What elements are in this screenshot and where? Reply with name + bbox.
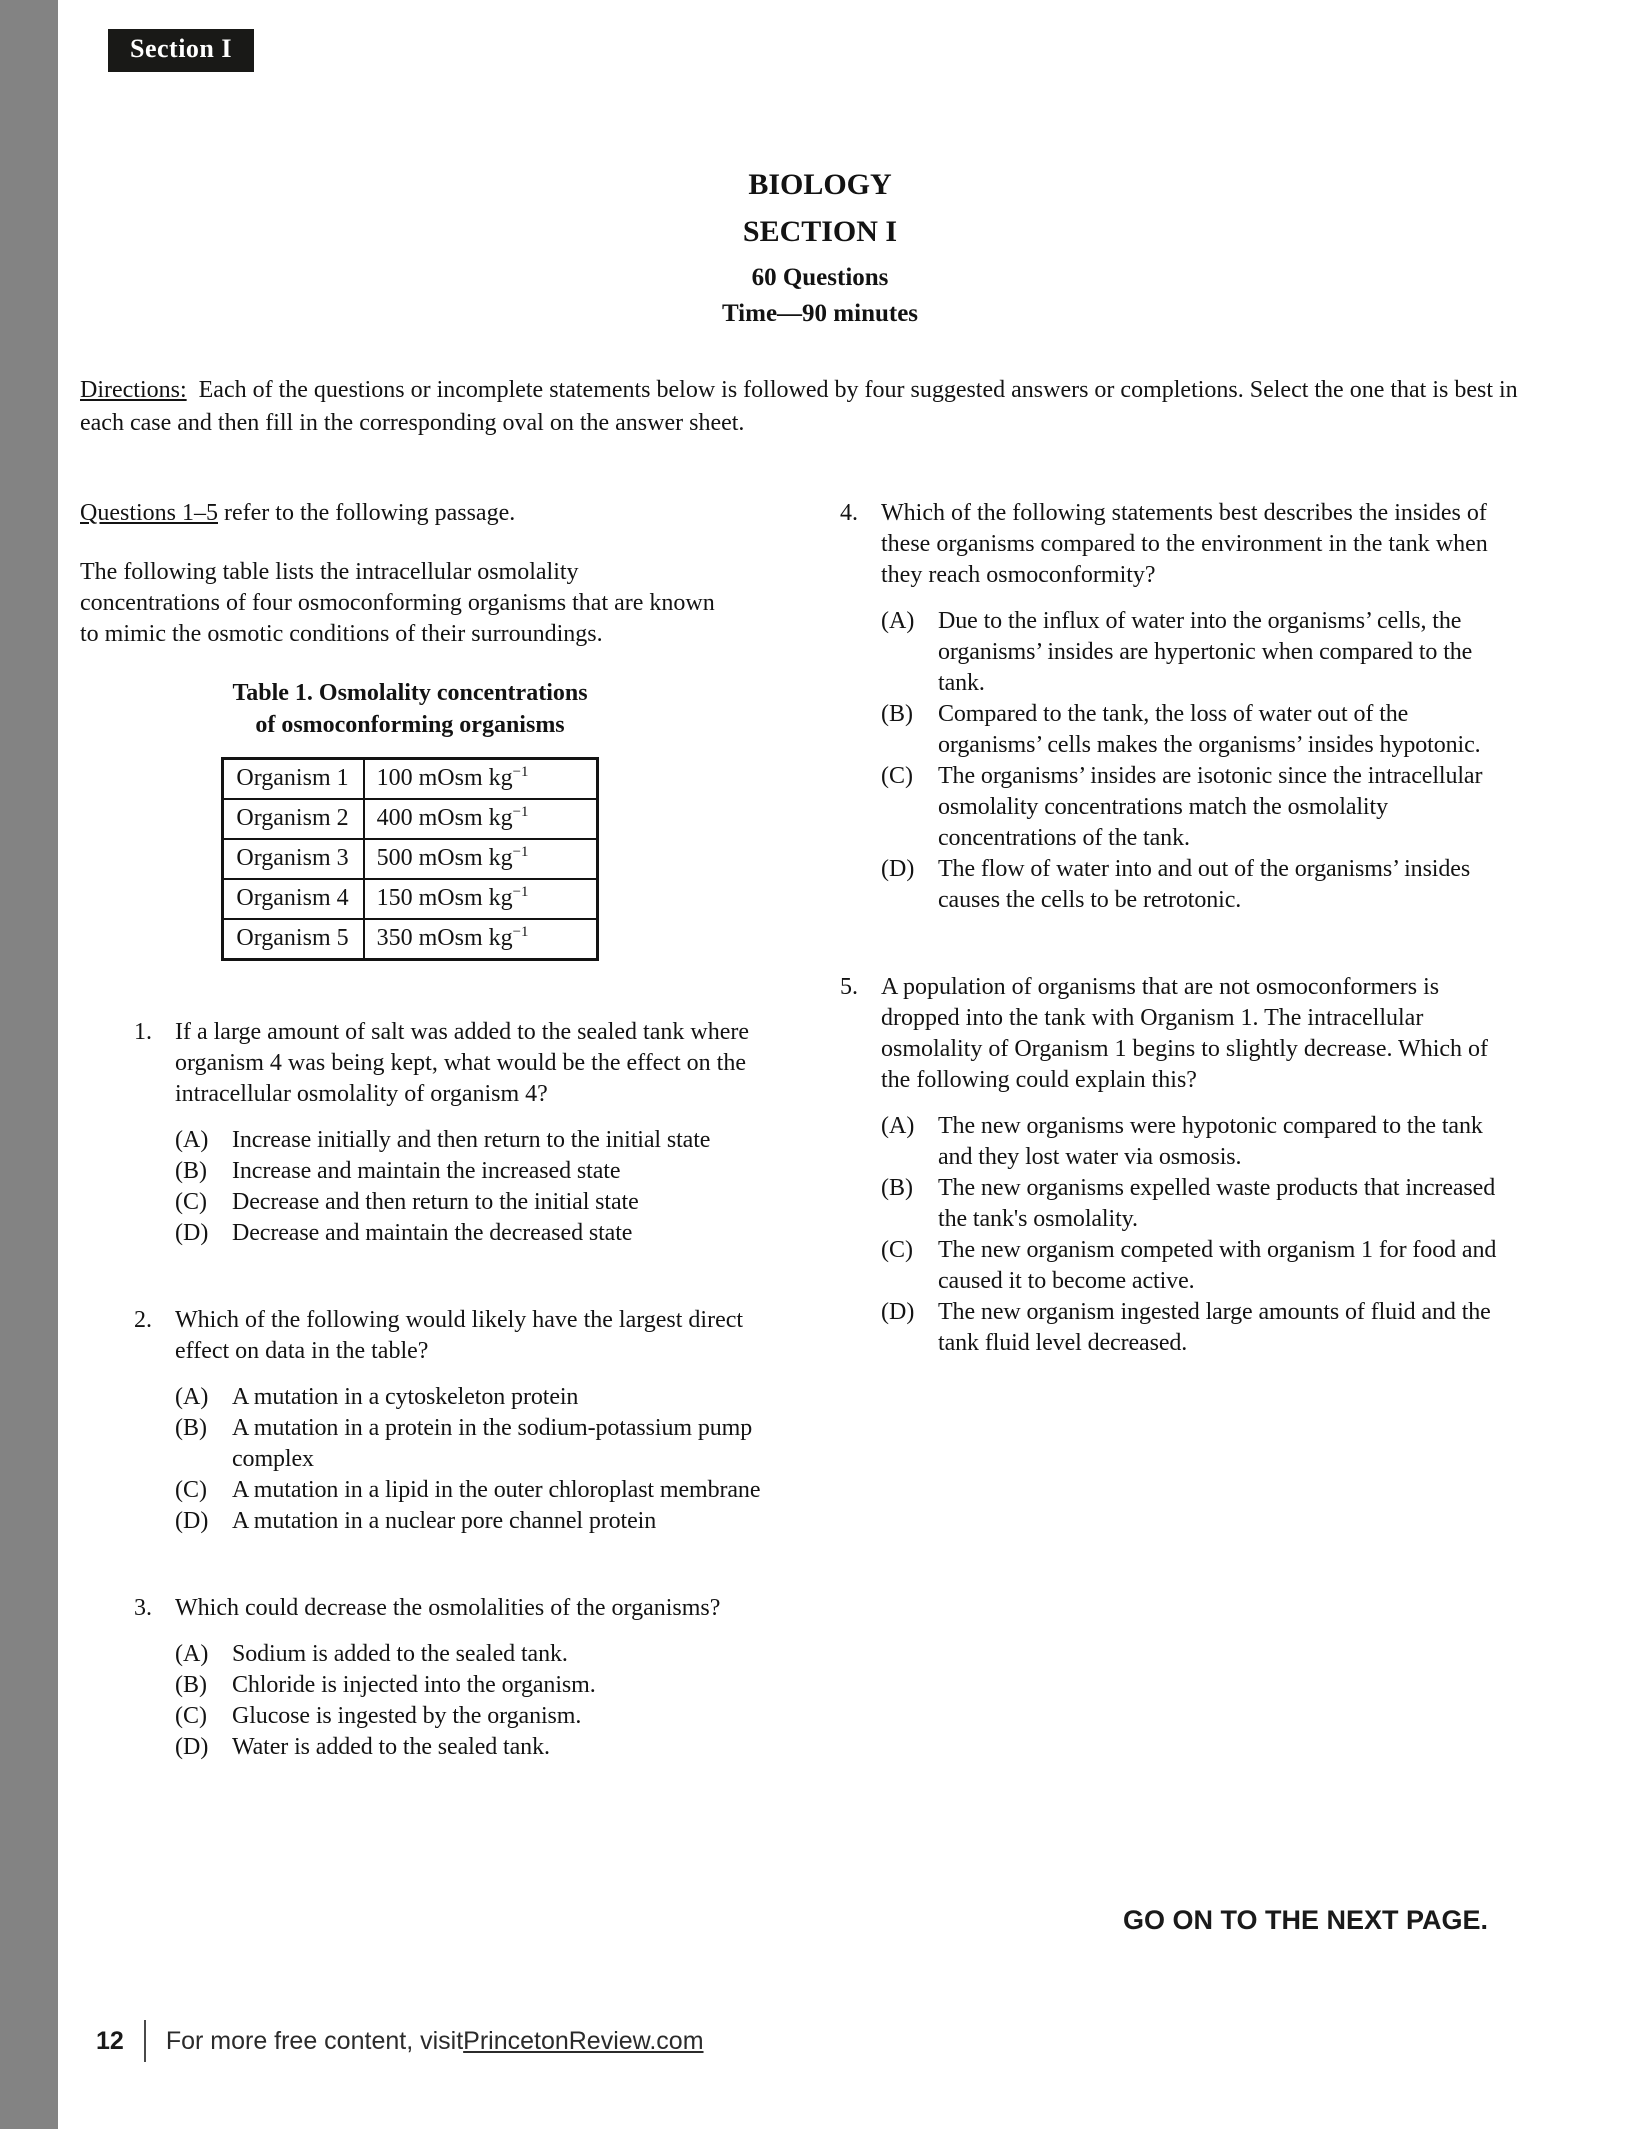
page-number: 12 [96,2026,124,2055]
option-d: (D) The new organism ingested large amounts of fluid and the tank fluid level decreased. [881,1299,1491,1356]
option-c: (C) Glucose is ingested by the organism. [175,1703,582,1729]
answer-options [175,1639,786,1763]
question-number: 5. [840,974,858,1000]
value-cell: 350 mOsm $kg^{-1}$ [364,919,598,960]
left-column [80,498,786,1763]
question-body [175,1305,786,1537]
go-on-next-page-notice: GO ON TO THE NEXT PAGE. [1122,1905,1488,1935]
option-b: (B) The new organisms expelled waste products that increased the tank's osmolality. [881,1175,1496,1232]
passage-reference-line [80,498,786,529]
osmolality-table-block [220,677,600,961]
value-cell: 500 mOsm $kg^{-1}$ [364,839,598,879]
table-caption-line1: Table 1. Osmolality concentrations [232,680,588,706]
value-cell: 100 mOsm $kg^{-1}$ [364,759,598,800]
option-b: (B) Increase and maintain the increased state [175,1158,621,1184]
directions-paragraph [80,374,1560,440]
exponent: −1 [512,804,529,820]
value-cell: 400 mOsm $kg^{-1}$ [364,799,598,839]
answer-options [175,1125,786,1249]
question-count: 60 Questions [751,264,889,291]
subject-title: BIOLOGY [748,168,892,201]
question-body [175,1017,786,1249]
option-a: (A) Increase initially and then return to the initial state [175,1127,711,1153]
question-4 [840,498,1512,916]
organism-cell: Organism 5 [223,919,364,960]
table-row [223,919,597,960]
page-content [80,0,1560,1763]
question-number: 3. [134,1595,152,1621]
organism-cell: Organism 2 [223,799,364,839]
right-column [836,498,1512,1763]
question-1 [134,1017,786,1249]
exponent: −1 [512,924,529,940]
question-2 [134,1305,786,1537]
directions-label: Directions: [80,377,187,403]
footer-link[interactable]: PrincetonReview.com [463,2026,704,2055]
question-stem: Which could decrease the osmolalities of the organisms? [175,1595,721,1621]
question-body [881,498,1512,916]
table-row [223,759,597,800]
passage-text: The following table lists the intracellular osmolality concentrations of four osmoconforming organisms that are known to mimic the osmotic conditions of their surroundings. [80,559,715,647]
answer-options [881,606,1512,916]
option-c: (C) A mutation in a lipid in the outer chloroplast membrane [175,1477,761,1503]
question-body [175,1593,786,1763]
question-body [881,972,1512,1359]
option-c: (C) The organisms’ insides are isotonic since the intracellular osmolality concentrations match the osmolality concentrations of the tank. [881,763,1483,851]
option-b: (B) A mutation in a protein in the sodium-potassium pump complex [175,1415,753,1472]
option-a: (A) Due to the influx of water into the organisms’ cells, the organisms’ insides are hypertonic when compared to the tank. [881,608,1473,696]
organism-cell: Organism 3 [223,839,364,879]
option-a: (A) The new organisms were hypotonic compared to the tank and they lost water via osmosis. [881,1113,1483,1170]
option-b: (B) Chloride is injected into the organism. [175,1672,596,1698]
organism-cell: Organism 4 [223,879,364,919]
test-title-block [80,168,1560,328]
option-a: (A) Sodium is added to the sealed tank. [175,1641,568,1667]
question-stem: A population of organisms that are not osmoconformers is dropped into the tank with Organism 1. The intracellular osmolality of Organism 1 begins to slightly decrease. Which of the following could explain this? [881,974,1489,1093]
value-cell: 150 mOsm $kg^{-1}$ [364,879,598,919]
option-b: (B) Compared to the tank, the loss of water out of the organisms’ cells makes the organisms’ insides hypotonic. [881,701,1481,758]
left-gray-margin-bar [0,0,58,2129]
exponent: −1 [512,844,529,860]
footer-text: For more free content, visit [165,2026,464,2055]
footer-divider [144,2020,146,2062]
osmolality-table [221,757,598,961]
question-stem: If a large amount of salt was added to the sealed tank where organism 4 was being kept, what would be the effect on the intracellular osmolality of organism 4? [175,1019,750,1107]
question-stem: Which of the following would likely have the largest direct effect on data in the table? [175,1307,744,1364]
question-number: 2. [134,1307,152,1333]
option-d: (D) Decrease and maintain the decreased state [175,1220,633,1246]
exponent: −1 [512,884,529,900]
answer-options [881,1111,1512,1359]
time-limit: Time—90 minutes [721,300,919,327]
option-d: (D) The flow of water into and out of the organisms’ insides causes the cells to be retrotonic. [881,856,1471,913]
question-3 [134,1593,786,1763]
question-number: 4. [840,500,858,526]
organism-cell: Organism 1 [223,759,364,800]
passage-reference-rest: refer to the following passage. [218,500,516,526]
directions-text: Each of the questions or incomplete statements below is followed by four suggested answers or completions. Select the one that is best in each case and then fill in the corresponding oval on the answer sheet. [80,377,1518,436]
table-row [223,839,597,879]
two-column-layout [80,498,1560,1763]
option-a: (A) A mutation in a cytoskeleton protein [175,1384,579,1410]
option-d: (D) Water is added to the sealed tank. [175,1734,550,1760]
option-c: (C) The new organism competed with organism 1 for food and caused it to become active. [881,1237,1497,1294]
option-d: (D) A mutation in a nuclear pore channel protein [175,1508,657,1534]
question-5 [840,972,1512,1359]
section-title: SECTION I [742,215,898,248]
question-number: 1. [134,1019,152,1045]
table-row [223,799,597,839]
question-stem: Which of the following statements best describes the insides of these organisms compared to the environment in the tank when they reach osmoconformity? [881,500,1488,588]
exponent: −1 [512,764,529,780]
option-c: (C) Decrease and then return to the initial state [175,1189,639,1215]
page-footer [96,2020,704,2062]
table-row [223,879,597,919]
passage-reference-range: Questions 1–5 [80,500,218,526]
answer-options [175,1382,786,1537]
table-caption [220,677,600,741]
table-caption-line2: of osmoconforming organisms [255,712,565,738]
section-tab-badge: Section I [108,29,254,72]
